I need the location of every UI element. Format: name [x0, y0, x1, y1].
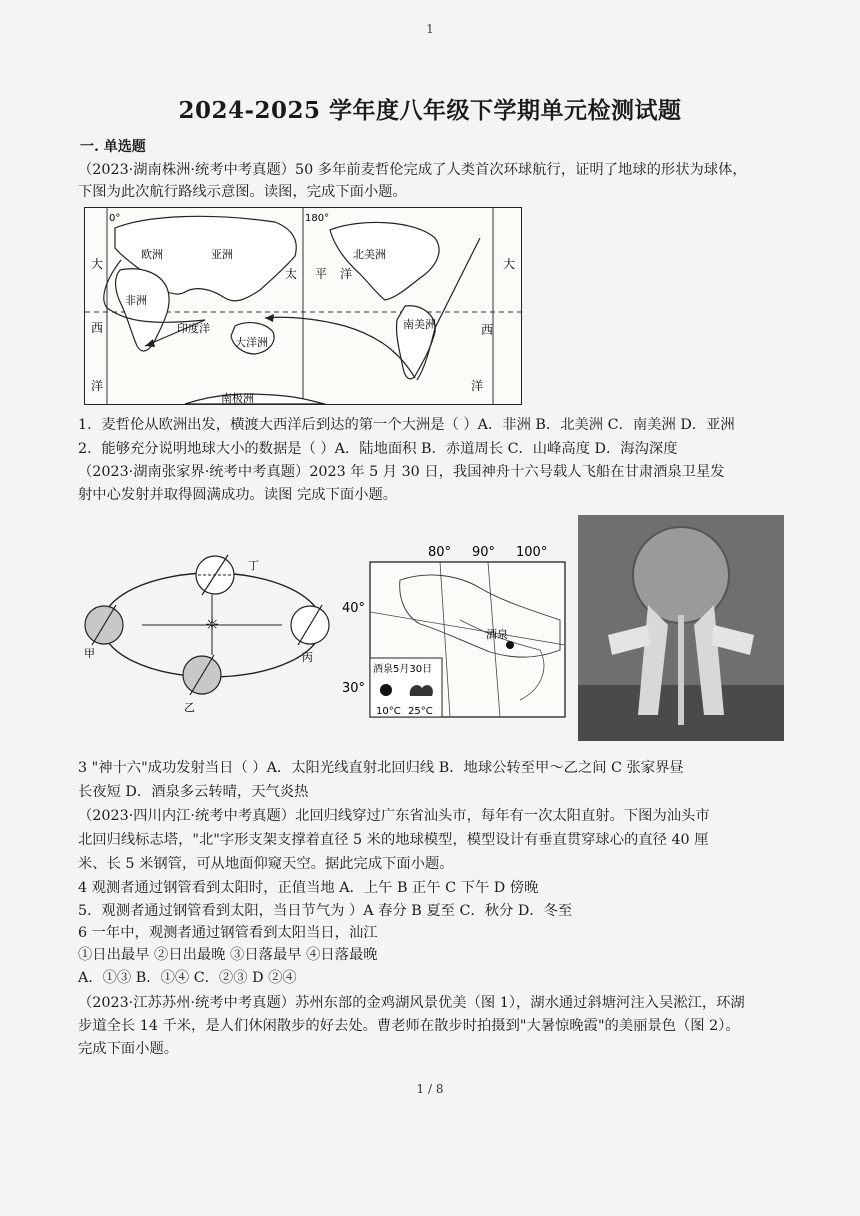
earth-top: [196, 555, 234, 595]
north-america-label: 北美洲: [353, 248, 386, 261]
atlantic-w-label-2: 西: [91, 321, 104, 335]
earth-right: [291, 605, 329, 645]
question-1: 1．麦哲伦从欧洲出发，横渡大西洋后到达的第一个大洲是（ ）A．非洲 B．北美洲 C．南美洲 D．亚洲: [78, 417, 735, 433]
label-jia: 甲: [84, 647, 95, 660]
pacific-label-2: 平: [315, 267, 328, 281]
atlantic-w-label-1: 大: [91, 257, 104, 271]
pacific-label-3: 洋: [340, 267, 353, 281]
group4-intro-line2: 步道全长 14 千米，是人们休闲散步的好去处。曹老师在散步时拍摄到"大暑惊晚霞"的美丽景色（图 2）。: [78, 1018, 740, 1034]
lat-40-label: 40°: [342, 601, 366, 616]
oceania-label: 大洋洲: [235, 336, 268, 349]
earth-left: [85, 605, 123, 645]
north-america-shape: [330, 222, 439, 300]
group3-intro-line2: 北回归线标志塔，"北"字形支架支撑着直径 5 米的地球模型，模型设计有垂直贯穿球心的直径 40 厘: [78, 832, 709, 848]
sunny-icon: [380, 684, 392, 696]
south-america-shape: [397, 306, 436, 379]
jiuquan-marker: [506, 641, 514, 649]
question-6-choices: A．①③ B．①④ C．②③ D ②④: [78, 970, 297, 986]
question-3-line2: 长夜短 D．酒泉多云转晴，天气炎热: [78, 784, 309, 800]
question-3-line1: 3 "神十六"成功发射当日（ ）A．太阳光线直射北回归线 B．地球公转至甲～乙之间 C 张家界昼: [78, 760, 684, 776]
section-heading: 一. 单选题: [80, 139, 146, 155]
indian-ocean-label: 印度洋: [177, 322, 210, 335]
page-footer: 1 / 8: [416, 1082, 444, 1096]
group3-intro-line1: （2023·四川内江·统考中考真题）北回归线穿过广东省汕头市，每年有一次太阳直射。下图为汕头市: [78, 808, 710, 824]
tropic-tower-photo: [578, 515, 784, 741]
globe-model: [633, 527, 729, 623]
label-bing: 丙: [302, 651, 313, 664]
earth-bottom: [183, 655, 221, 695]
weather-title: 酒泉5月30日: [373, 664, 433, 675]
label-ding: 丁: [248, 559, 259, 572]
asia-label: 亚洲: [211, 248, 233, 261]
route-arrow-2: [265, 314, 274, 322]
europe-label: 欧洲: [141, 248, 163, 261]
lon-0-label: 0°: [109, 213, 121, 224]
jiuquan-label: 酒泉: [486, 628, 508, 641]
question-6-options: ①日出最早 ②日出最晚 ③日落最早 ④日落最晚: [78, 947, 378, 963]
lon-180-label: 180°: [305, 213, 330, 224]
world-map-svg: [85, 208, 521, 404]
group4-intro-line1: （2023·江苏苏州·统考中考真题）苏州东部的金鸡湖风景优美（图 1），湖水通过斜塘河注入吴淞江，环湖: [78, 995, 745, 1011]
lat-30-label: 30°: [342, 681, 366, 696]
question-6: 6 一年中，观测者通过钢管看到太阳当日，汕江: [78, 925, 378, 941]
earth-orbit-diagram: [82, 545, 352, 715]
lon-80-label: 80°: [428, 545, 452, 560]
question-2: 2．能够充分说明地球大小的数据是（ ）A．陆地面积 B．赤道周长 C．山峰高度 D．海沟深度: [78, 441, 678, 457]
atlantic-e-label-1: 大: [503, 257, 516, 271]
pacific-label-1: 太: [285, 267, 298, 281]
page-title: 2024-2025 学年度八年级下学期单元检测试题: [178, 97, 682, 124]
magellan-route-map: [84, 207, 522, 405]
lon-100-label: 100°: [516, 545, 548, 560]
atlantic-w-label-3: 洋: [91, 379, 104, 393]
group3-intro-line3: 米、长 5 米钢管，可从地面仰窥天空。据此完成下面小题。: [78, 856, 454, 872]
atlantic-e-label-3: 洋: [471, 379, 484, 393]
group1-intro-line1: （2023·湖南株洲·统考中考真题）50 多年前麦哲伦完成了人类首次环球航行，证明了地球的形状为球体，: [78, 162, 747, 178]
group2-intro-line2: 射中心发射并取得圆满成功。读图 完成下面小题。: [78, 487, 398, 503]
group4-intro-line3: 完成下面小题。: [78, 1041, 179, 1057]
label-yi: 乙: [184, 701, 195, 714]
page-number-top: 1: [426, 22, 434, 36]
route-segment-2: [265, 317, 415, 378]
south-america-label: 南美洲: [403, 318, 436, 331]
africa-label: 非洲: [125, 294, 147, 307]
jiuquan-map: [340, 540, 570, 720]
sun-icon: ☼: [205, 615, 220, 634]
temp-low: 10°C: [376, 706, 401, 717]
antarctica-label: 南极洲: [221, 392, 254, 404]
question-5: 5．观测者通过钢管看到太阳，当日节气为 ）A 春分 B 夏至 C．秋分 D．冬至: [78, 903, 573, 919]
temp-high: 25°C: [408, 706, 433, 717]
group2-intro-line1: （2023·湖南张家界·统考中考真题）2023 年 5 月 30 日，我国神舟十六号载人飞船在甘肃酒泉卫星发: [78, 464, 725, 480]
atlantic-e-label-2: 西: [481, 323, 494, 337]
group1-intro-line2: 下图为此次航行路线示意图。读图，完成下面小题。: [78, 184, 407, 200]
lon-90-label: 90°: [472, 545, 496, 560]
question-4: 4 观测者通过钢管看到太阳时，正值当地 A．上午 B 正午 C 下午 D 傍晚: [78, 880, 539, 896]
antarctica-shape: [185, 394, 325, 404]
